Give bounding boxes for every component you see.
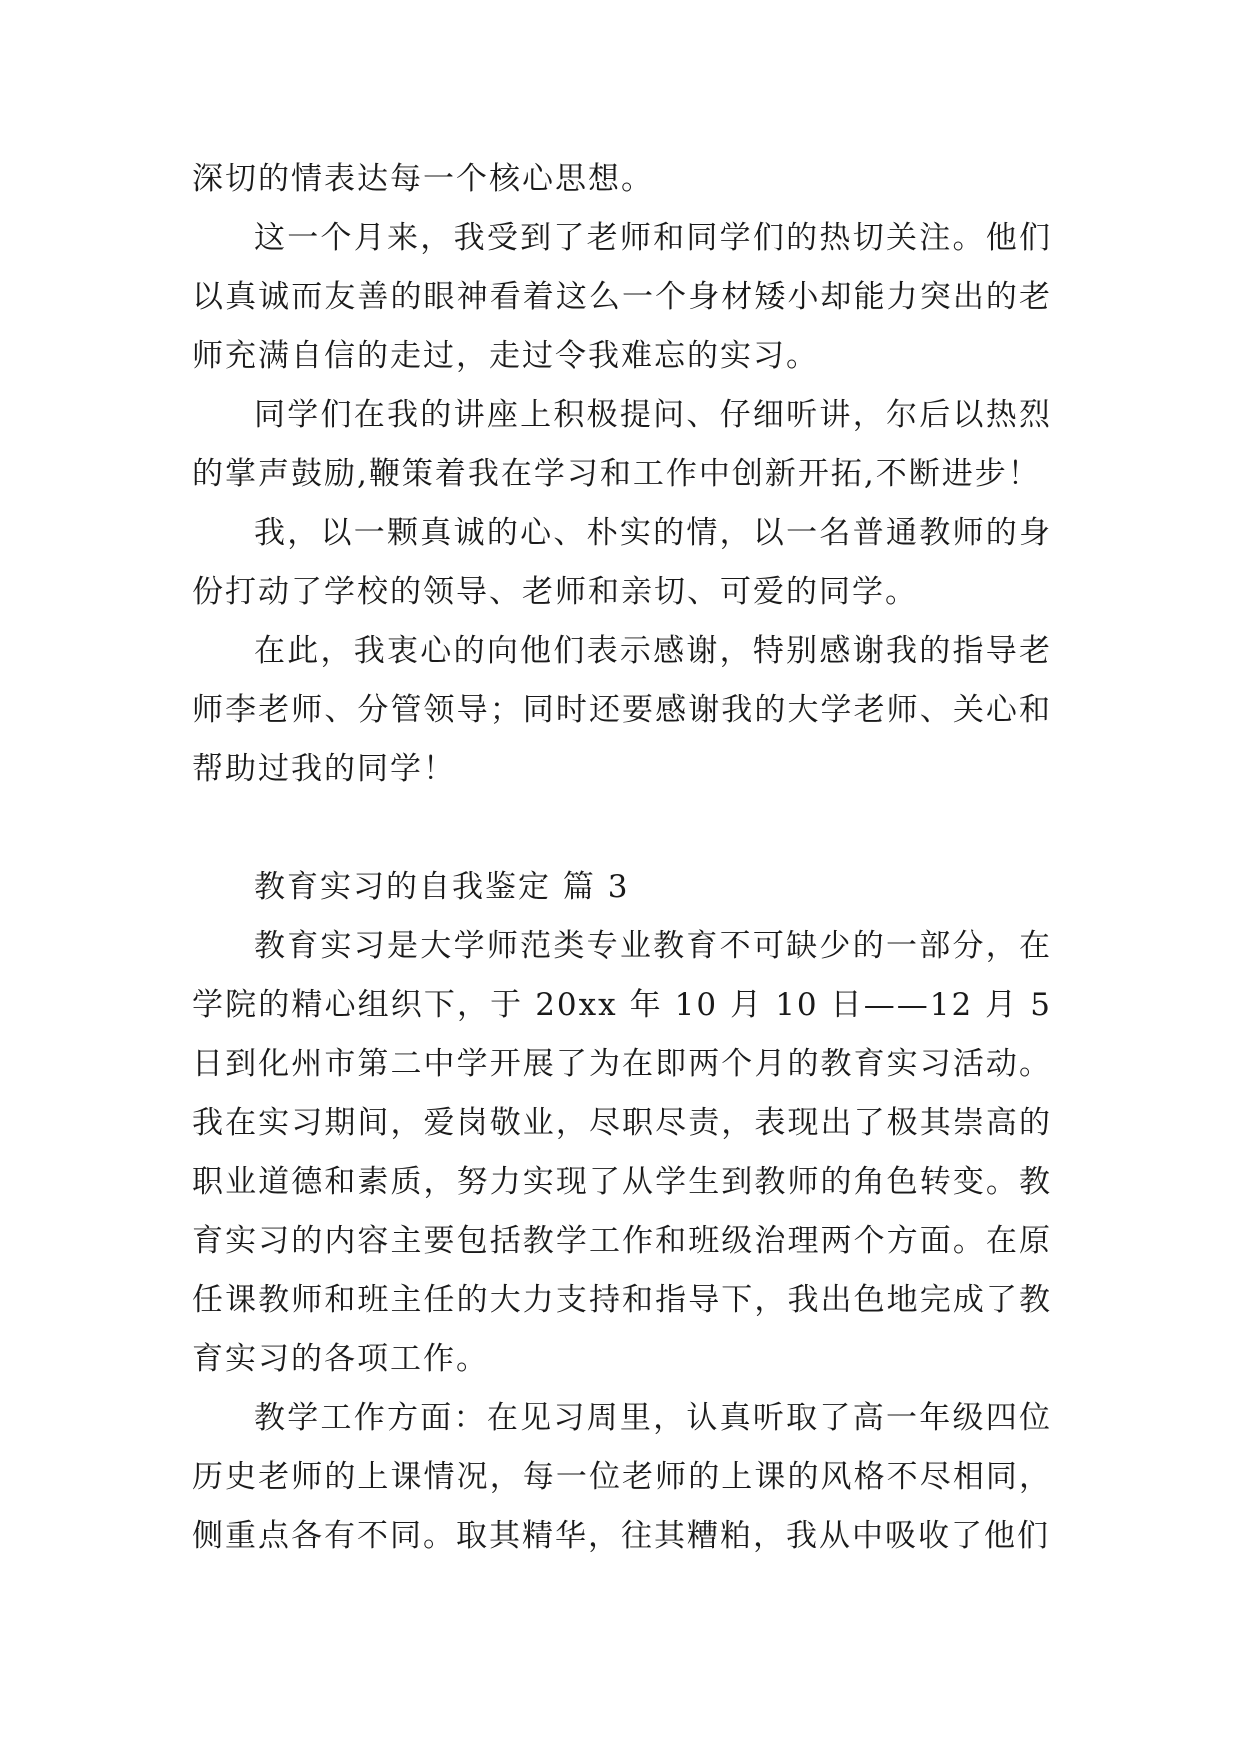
section-heading: 教育实习的自我鉴定 篇 3 [254, 869, 630, 905]
document-body [192, 150, 1052, 1566]
paragraph: 在此，我衷心的向他们表示感谢，特别感谢我的指导老师李老师、分管领导；同时还要感谢我的大学老师、关心和帮助过我的同学！ [192, 633, 1052, 787]
paragraph: 教育实习是大学师范类专业教育不可缺少的一部分，在学院的精心组织下，于 20xx 年 10 月 10 日——12 月 5 日到化州市第二中学开展了为在即两个月的教育实习活动。我在实习期间，爱岗敬业，尽职尽责，表现出了极其崇高的职业道德和素质，努力实现了从学生到教师的角色转变。教育实习的内容主要包括教学工作和班级治理两个方面。在原任课教师和班主任的大力支持和指导下，我出色地完成了教育实习的各项工作。 [192, 928, 1052, 1377]
paragraph: 同学们在我的讲座上积极提问、仔细听讲，尔后以热烈的掌声鼓励,鞭策着我在学习和工作中创新开拓,不断进步！ [192, 397, 1052, 492]
paragraph-continuation: 深切的情表达每一个核心思想。 [192, 161, 654, 197]
paragraph: 我，以一颗真诚的心、朴实的情，以一名普通教师的身份打动了学校的领导、老师和亲切、可爱的同学。 [192, 515, 1052, 610]
paragraph: 教学工作方面：在见习周里，认真听取了高一年级四位历史老师的上课情况，每一位老师的上课的风格不尽相同，侧重点各有不同。取其精华，往其糟粕，我从中吸收了他们 [192, 1400, 1052, 1554]
paragraph: 这一个月来，我受到了老师和同学们的热切关注。他们以真诚而友善的眼神看着这么一个身材矮小却能力突出的老师充满自信的走过，走过令我难忘的实习。 [192, 220, 1052, 374]
